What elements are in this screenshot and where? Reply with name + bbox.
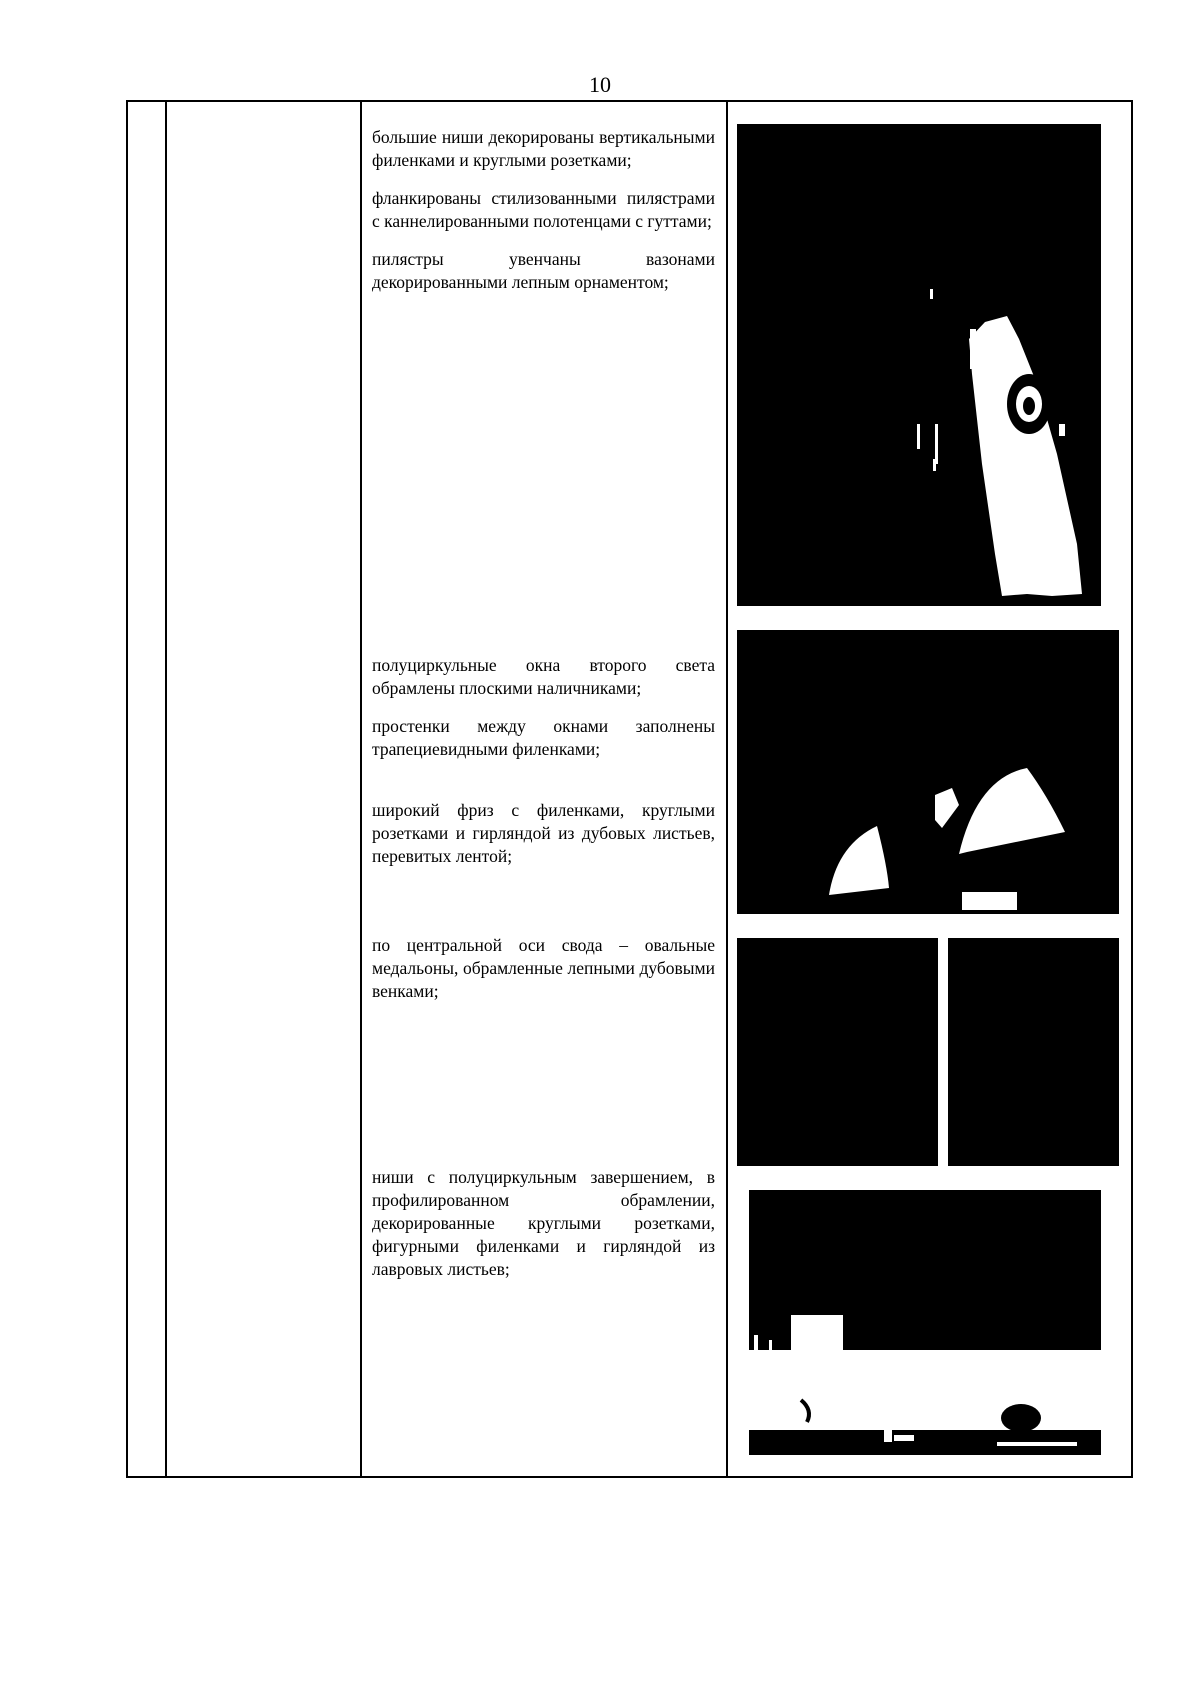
photo-semicircular-windows-image [737, 630, 1119, 914]
list-item: полуциркульные окна второго света обрамлены плоскими наличниками; [372, 655, 715, 698]
photo-vault-medallion-right [948, 938, 1119, 1166]
row-2-description [372, 654, 715, 883]
row-1-description [372, 126, 715, 309]
photo-semicircular-windows [737, 630, 1119, 914]
list-item: ниши с полуциркульным завершением, в профилированном обрамлении, декорированные круглыми розетками, фигурными филенками и гирляндой из лавровых листьев; [372, 1167, 715, 1279]
photo-niche-pilaster-image [737, 124, 1101, 606]
page-number: 10 [589, 72, 611, 97]
row-3-description [372, 934, 715, 1018]
column-divider-1 [165, 100, 167, 1478]
row-4-description [372, 1166, 715, 1296]
list-item: простенки между окнами заполнены трапециевидными филенками; [372, 716, 715, 759]
list-item: пилястры увенчаны вазонами декорированными лепным орнаментом; [372, 249, 715, 292]
list-item: широкий фриз с филенками, круглыми розетками и гирляндой из дубовых листьев, перевитых лентой; [372, 800, 715, 866]
column-divider-2 [360, 100, 362, 1478]
list-item: по центральной оси свода – овальные медальоны, обрамленные лепными дубовыми венками; [372, 935, 715, 1001]
list-item: фланкированы стилизованными пилястрами с каннелированными полотенцами с гуттами; [372, 188, 715, 231]
photo-semicircular-niches [749, 1190, 1101, 1455]
list-item: большие ниши декорированы вертикальными филенками и круглыми розетками; [372, 127, 715, 170]
photo-semicircular-niches-image [749, 1190, 1101, 1455]
photo-vault-medallion-left [737, 938, 938, 1166]
photo-niche-pilaster [737, 124, 1101, 606]
column-divider-3 [726, 100, 728, 1478]
